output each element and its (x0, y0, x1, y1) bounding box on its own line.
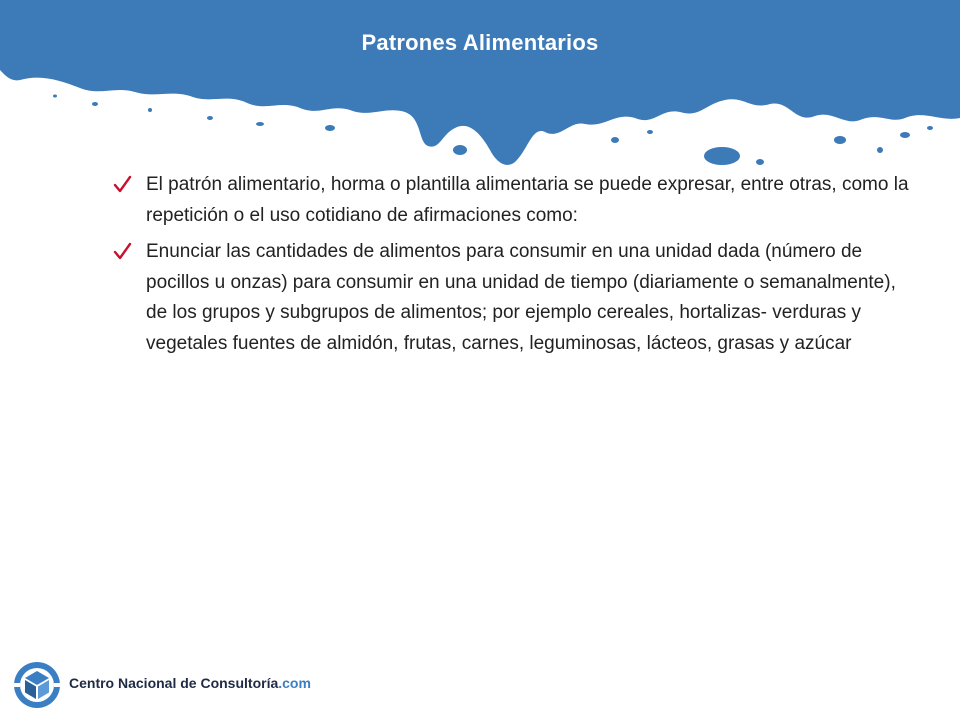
check-icon (112, 237, 134, 267)
bullet-text: Enunciar las cantidades de alimentos para consumir en una unidad dada (número de pocillos u onzas) para consumir en una unidad de tiempo (diariamente o semanalmente), de los grupos y subgrupos de alimentos; por ejemplo cereales, hortalizas- verduras y vegetales fuentes de almidón, frutas, carnes, leguminosas, lácteos, grasas y azúcar (146, 241, 896, 354)
cube-logo-icon (12, 660, 62, 710)
company-logo (12, 660, 312, 710)
logo-domain: .com (278, 675, 311, 691)
logo-name: Centro Nacional de Consultoría (69, 675, 279, 691)
slide-title: Patrones Alimentarios (361, 30, 599, 55)
logo-text (69, 675, 311, 691)
bullet-item (112, 170, 912, 231)
check-icon (112, 170, 134, 200)
bullet-text: El patrón alimentario, horma o plantilla alimentaria se puede expresar, entre otras, como la repetición o el uso cotidiano de afirmaciones como: (146, 174, 909, 226)
paint-splash-banner (0, 0, 960, 190)
bullet-list (112, 170, 912, 365)
bullet-item (112, 237, 912, 359)
